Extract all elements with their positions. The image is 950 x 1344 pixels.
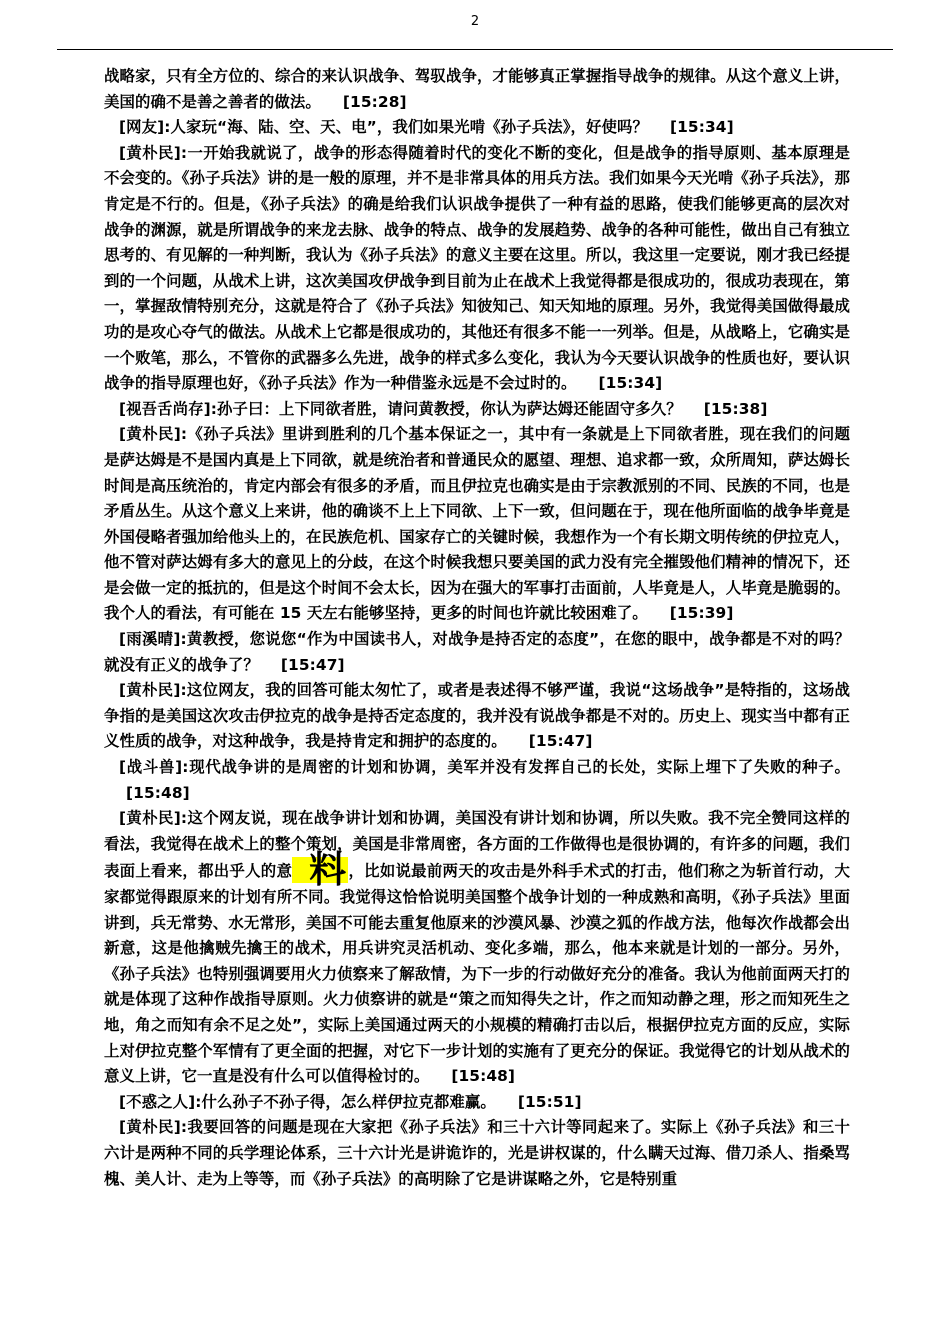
- paragraph-text: ，比如说最前两天的攻击是外科手术式的打击，他们称之为斩首行动，大家都觉得跟原来的计划有所不同。我觉得这恰恰说明美国整个战争计划的一种成熟和高明，《孙子兵法》里面讲到，兵无常势、水无常形，美国不可能去重复他原来的沙漠风暴、沙漠之狐的作战方法，他每次作战都会出新意，这是他擒贼先擒王的战术，用兵讲究灵活机动、变化多端，那么，他本来就是计划的一部分。另外，《孙子兵法》也特别强调要用火力侦察来了解敌情，为下一步的行动做好充分的准备。我认为他前面两天打的就是体现了这种作战指导原则。火力侦察讲的就是“策之而知得失之计，作之而知动静之理，形之而知死生之地，角之而知有余不足之处”，实际上美国通过两天的小规模的精确打击以后，根据伊拉克方面的反应，实际上对伊拉克整个军情有了更全面的把握，对它下一步计划的实施有了更充分的保证。我觉得它的计划从战术的意义上讲，它一直是没有什么可以值得检讨的。: [104, 862, 851, 1086]
- paragraph-text: 黄教授，您说您“作为中国读书人，对战争是持否定的态度”，在您的眼中，战争都是不对的吗？就没有正义的战争了？: [104, 630, 850, 674]
- highlighted-character: 料: [292, 857, 348, 883]
- speaker-name: [视吾舌尚存]:: [119, 399, 217, 418]
- speaker-name: [网友]:: [119, 118, 171, 137]
- speaker-name: [黄朴民]:: [119, 681, 187, 700]
- paragraph-text: 这个网友说，现在战争讲计划和协调，美国没有讲计划和协调，所以失败。我不完全赞同这样的看法，我觉得在战术上的整个策划，美国是非常周密，各方面的工作做得也是很协调的，有许多的问题，我们表面上看来，都出乎人的意: [104, 809, 851, 881]
- paragraph-text: 这位网友，我的回答可能太匆忙了，或者是表述得不够严谨，我说“这场战争”是特指的，这场战争指的是美国这次攻击伊拉克的战争是持否定态度的，我并没有说战争都是不对的。历史上、现实当中都有正义性质的战争，对这种战争，我是持肯定和拥护的态度的。: [104, 681, 850, 751]
- speaker-name: [雨溪晴]:: [119, 630, 187, 649]
- paragraph-8: [104, 755, 850, 806]
- timestamp: [15:39]: [669, 604, 734, 623]
- speaker-name: [黄朴民]:: [119, 425, 188, 444]
- timestamp: [15:34]: [669, 118, 734, 137]
- paragraph-11: [104, 1115, 850, 1192]
- speaker-name: [黄朴民]:: [119, 1118, 188, 1137]
- timestamp: [15:51]: [517, 1092, 582, 1111]
- paragraph-text: 一开始我就说了，战争的形态得随着时代的变化不断的变化，但是战争的指导原则、基本原理是不会变的。《孙子兵法》讲的是一般的原理，并不是非常具体的用兵方法。我们如果今天光啃《孙子兵法》，那肯定是不行的。但是，《孙子兵法》的确是给我们认识战争提供了一种有益的思路，使我们能够更高的层次对战争的渊源，就是所谓战争的来龙去脉、战争的特点、战争的发展趋势、战争的各种可能性，做出自己有独立思考的、有见解的一种判断，我认为《孙子兵法》的意义主要在这里。所以，我这里一定要说，刚才我已经提到的一个问题，从战术上讲，这次美国攻伊战争到目前为止在战术上我觉得都是很成功的，很成功表现在，第一，掌握敌情特别充分，这就是符合了《孙子兵法》知彼知己、知天知地的原理。另外，我觉得美国做得最成功的是攻心夺气的做法。从战术上它都是很成功的，其他还有很多不能一一列举。但是，从战略上，它确实是一个败笔，那么，不管你的武器多么先进，战争的样式多么变化，我认为今天要认识战争的性质也好，要认识战争的指导原理也好，《孙子兵法》作为一种借鉴永远是不会过时的。: [104, 143, 851, 393]
- paragraph-4: [104, 397, 850, 423]
- paragraph-3: [104, 141, 850, 397]
- paragraph-2: [104, 115, 850, 141]
- document-body: [104, 64, 850, 1192]
- paragraph-7: [104, 678, 850, 755]
- paragraph-text: 战略家，只有全方位的、综合的来认识战争、驾驭战争，才能够真正掌握指导战争的规律。从这个意义上讲，美国的确不是善之善者的做法。: [104, 67, 850, 111]
- timestamp: [15:48]: [451, 1067, 516, 1086]
- page-number: 2: [470, 14, 480, 29]
- paragraph-text: 什么孙子不孙子得，怎么样伊拉克都难赢。: [201, 1092, 496, 1111]
- timestamp: [15:38]: [703, 399, 768, 418]
- paragraph-6: [104, 627, 850, 678]
- timestamp: [15:28]: [342, 92, 407, 111]
- paragraph-1: [104, 64, 850, 115]
- paragraph-text: 现代战争讲的是周密的计划和协调，美军并没有发挥自己的长处，实际上埋下了失败的种子。: [188, 758, 850, 777]
- paragraph-10: [104, 1090, 850, 1116]
- timestamp: [15:47]: [280, 655, 345, 674]
- timestamp: [15:34]: [598, 374, 663, 393]
- speaker-name: [战斗兽]:: [119, 758, 189, 777]
- paragraph-text: 孙子曰：上下同欲者胜，请问黄教授，你认为萨达姆还能固守多久？: [216, 399, 682, 418]
- paragraph-text: 人家玩“海、陆、空、天、电”，我们如果光啃《孙子兵法》，好使吗？: [170, 118, 648, 137]
- speaker-name: [黄朴民]:: [119, 143, 188, 162]
- speaker-name: [不惑之人]:: [119, 1092, 202, 1111]
- paragraph-text: 我要回答的问题是现在大家把《孙子兵法》和三十六计等同起来了。实际上《孙子兵法》和三十六计是两种不同的兵学理论体系，三十六计光是讲诡诈的，光是讲权谋的，什么瞒天过海、借刀杀人、指桑骂槐、美人计、走为上等等，而《孙子兵法》的高明除了它是讲谋略之外，它是特别重: [104, 1118, 851, 1188]
- header-rule: [57, 49, 893, 50]
- paragraph-text: 《孙子兵法》里讲到胜利的几个基本保证之一，其中有一条就是上下同欲者胜，现在我们的问题是萨达姆是不是国内真是上下同欲，就是统治者和普通民众的愿望、理想、追求都一致，众所周知，萨达姆长时间是高压统治的，肯定内部会有很多的矛盾，而且伊拉克也确实是由于宗教派别的不同、民族的不同，也是矛盾丛生。从这个意义上来讲，他的确谈不上上下同欲、上下一致，但问题在于，现在他所面临的战争毕竟是外国侵略者强加给他头上的，在民族危机、国家存亡的关键时候，我想作为一个有长期文明传统的伊拉克人，他不管对萨达姆有多大的意见上的分歧，在这个时候我想只要美国的武力没有完全摧毁他们精神的情况下，还是会做一定的抵抗的，但是这个时间不会太长，因为在强大的军事打击面前，人毕竟是人，人毕竟是脆弱的。我个人的看法，有可能在 15 天左右能够坚持，更多的时间也许就比较困难了。: [104, 425, 851, 623]
- timestamp: [15:48]: [126, 783, 190, 802]
- speaker-name: [黄朴民]:: [119, 809, 188, 828]
- timestamp: [15:47]: [528, 732, 593, 751]
- paragraph-5: [104, 422, 850, 627]
- paragraph-9: [104, 806, 850, 1090]
